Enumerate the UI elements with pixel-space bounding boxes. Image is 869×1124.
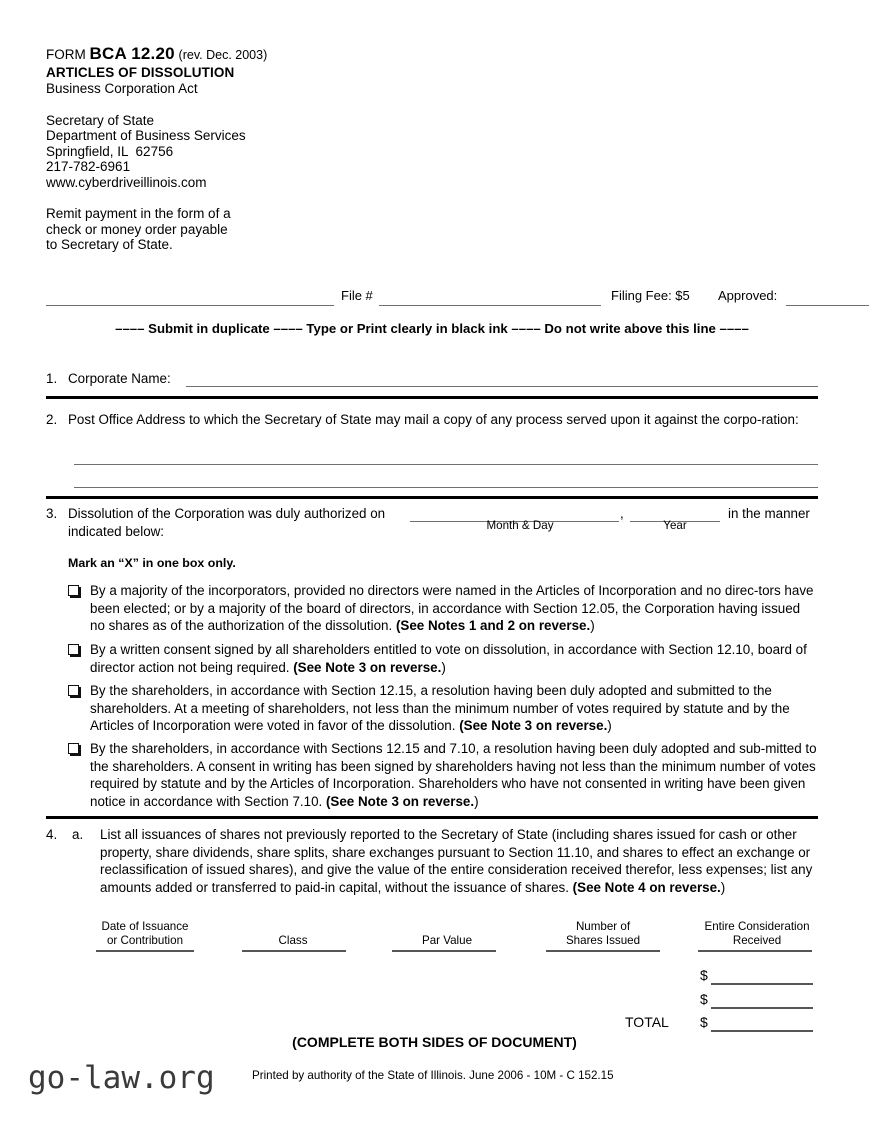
dissolution-option-1-text — [90, 582, 818, 635]
option-4-body: By the shareholders, in accordance with Sections 12.15 and 7.10, a resolution having been duly adopted and sub-mitted to the shareholders. A consent in writing has been signed by shareholders having not less than the minimum number of votes required by statute and by the Articles of Incorporation. Shareholders who have not consented in writing have been given notice in accordance with Section 7.10. — [90, 741, 817, 809]
remit-instructions — [46, 206, 466, 253]
agency-address — [46, 113, 466, 191]
column-header-shares-line-2: Shares Issued — [565, 933, 641, 947]
checkbox-icon[interactable] — [68, 585, 79, 596]
complete-both-sides-note: (COMPLETE BOTH SIDES OF DOCUMENT) — [292, 1034, 577, 1050]
dissolution-option-4-text — [90, 740, 818, 810]
option-2-note-tail: ) — [441, 659, 446, 675]
approved-label: Approved: — [718, 288, 778, 303]
approved-line[interactable] — [786, 305, 869, 306]
column-header-par-value — [388, 920, 506, 947]
consideration-row-2-symbol: $ — [700, 991, 708, 1007]
column-header-date-line-1: Date of Issuance — [101, 920, 189, 933]
item-4-note: (See Note 4 on reverse. — [572, 879, 721, 895]
consideration-row-2-line[interactable] — [711, 1007, 813, 1009]
dissolution-option-4[interactable] — [68, 740, 818, 810]
item-2-post-office-address — [46, 411, 818, 429]
column-header-date-of-issuance — [86, 920, 204, 947]
divider-after-item-2 — [46, 496, 818, 499]
form-identifier — [46, 46, 466, 64]
address-line-2[interactable] — [74, 487, 818, 488]
mark-x-instruction: Mark an “X” in one box only. — [68, 556, 236, 570]
option-1-note-tail: ) — [590, 618, 595, 634]
month-day-caption: Month & Day — [486, 519, 554, 532]
printed-authority-note: Printed by authority of the State of Illinois. June 2006 - 10M - C 152.15 — [252, 1069, 614, 1082]
dissolution-option-1[interactable] — [68, 582, 818, 635]
column-header-class-line-1 — [234, 920, 352, 934]
remit-line-2: check or money order payable — [46, 221, 228, 237]
column-header-class — [234, 920, 352, 947]
dissolution-option-3-text — [90, 682, 818, 735]
remit-line-1: Remit payment in the form of a — [46, 206, 231, 221]
shares-issued-input-line[interactable] — [546, 950, 660, 952]
item-2-number: 2. — [46, 412, 58, 427]
corporate-name-input-line[interactable] — [186, 386, 818, 387]
par-value-input-line[interactable] — [392, 950, 496, 952]
option-1-body: By a majority of the incorporators, provided no directors were named in the Articles of Incorporation and no direc-tors have been elected; or by a majority of the board of directors, in accordance with Section 12.05, the Corporation having issued no shares as of the authorization of the dissolution. — [90, 583, 814, 634]
divider-after-item-3 — [46, 816, 818, 819]
item-3-line-2: indicated below: — [68, 523, 165, 539]
watermark: go-law.org — [28, 1060, 215, 1096]
date-of-issuance-input-line[interactable] — [96, 950, 194, 952]
agency-line-3: Springfield, IL 62756 — [46, 143, 174, 159]
checkbox-icon[interactable] — [68, 743, 79, 754]
option-4-note: (See Note 3 on reverse. — [325, 793, 475, 809]
option-3-note: (See Note 3 on reverse. — [459, 718, 608, 734]
form-code: BCA 12.20 — [89, 44, 175, 63]
submit-instruction-banner: –––– Submit in duplicate –––– Type or Print clearly in black ink –––– Do not write above this line –––– — [115, 321, 749, 336]
total-input-line[interactable] — [711, 1030, 813, 1032]
option-3-body: By the shareholders, in accordance with Section 12.15, a resolution having been duly adopted and submitted to the shareholders. At a meeting of shareholders, not less than the minimum number of votes required by statute and by the Articles of Incorporation were voted in favor of the dissolution. — [90, 683, 790, 734]
agency-line-1: Secretary of State — [46, 112, 155, 128]
agency-phone: 217-782-6961 — [46, 159, 131, 174]
month-day-comma: , — [620, 506, 624, 521]
agency-website: www.cyberdriveillinois.com — [46, 174, 207, 190]
item-4-body: List all issuances of shares not previously reported to the Secretary of State (including shares issued for cash or other property, share dividends, share splits, share exchanges pursuant to Section 11.10, and shares to effect an exchange or reclassification of issued shares), and give the value of the entire consideration received therefor, less expenses; list any amounts added or transferred to paid-in capital, without the issuance of shares. — [100, 827, 813, 895]
item-4-share-issuances — [46, 826, 818, 896]
item-4-note-tail: ) — [720, 879, 726, 895]
consideration-row-1-symbol: $ — [700, 967, 708, 983]
year-caption: Year — [663, 519, 687, 532]
option-2-note: (See Note 3 on reverse. — [293, 659, 442, 675]
total-symbol: $ — [700, 1014, 708, 1030]
item-1-number: 1. — [46, 371, 58, 386]
item-1-label: Corporate Name: — [68, 371, 171, 386]
column-header-par-line-2: Par Value — [421, 933, 473, 947]
checkbox-icon[interactable] — [68, 644, 79, 655]
form-revision: (rev. Dec. 2003) — [178, 48, 268, 62]
column-header-consideration-line-1: Entire Consideration — [704, 920, 810, 933]
filing-row — [46, 288, 818, 308]
item-3-number: 3. — [46, 506, 58, 521]
checkbox-icon[interactable] — [68, 685, 79, 696]
item-4-sub-letter: a. — [72, 827, 84, 842]
page-title: ARTICLES OF DISSOLUTION — [46, 64, 235, 80]
consideration-row-1-line[interactable] — [711, 983, 813, 985]
column-header-shares-issued — [544, 920, 662, 947]
form-header — [46, 46, 466, 253]
option-4-note-tail: ) — [474, 793, 479, 809]
item-3-text-before: Dissolution of the Corporation was duly authorized on — [68, 506, 386, 521]
column-header-class-line-2: Class — [278, 933, 308, 947]
dissolution-option-2[interactable] — [68, 641, 818, 676]
column-header-date-line-2: or Contribution — [106, 933, 184, 947]
item-4-text — [100, 826, 818, 896]
total-label: TOTAL — [625, 1014, 669, 1030]
filing-fee-label: Filing Fee: $5 — [611, 288, 690, 303]
class-input-line[interactable] — [242, 950, 346, 952]
column-header-consideration — [692, 920, 822, 947]
option-3-note-tail: ) — [607, 718, 612, 734]
office-use-line[interactable] — [46, 305, 334, 306]
document-act: Business Corporation Act — [46, 81, 198, 96]
dissolution-option-2-text — [90, 641, 818, 676]
column-header-shares-line-1: Number of — [575, 920, 631, 933]
column-header-consideration-line-2: Received — [732, 933, 782, 947]
consideration-header-line — [698, 950, 812, 952]
dissolution-option-3[interactable] — [68, 682, 818, 735]
agency-line-2: Department of Business Services — [46, 128, 246, 143]
remit-line-3: to Secretary of State. — [46, 237, 173, 252]
file-number-label: File # — [341, 288, 373, 303]
column-header-par-line-1 — [388, 920, 506, 934]
item-4-number: 4. — [46, 827, 58, 842]
file-number-line[interactable] — [379, 305, 601, 306]
item-3-text-after: in the manner — [728, 506, 810, 521]
item-1-corporate-name — [46, 370, 818, 388]
option-2-body: By a written consent signed by all shareholders entitled to vote on dissolution, in accordance with Section 12.10, board of director action not being required. — [90, 642, 807, 675]
address-line-1[interactable] — [74, 464, 818, 465]
form-label: FORM — [46, 47, 86, 62]
divider-after-item-1 — [46, 396, 818, 399]
option-1-note: (See Notes 1 and 2 on reverse. — [395, 618, 591, 634]
item-2-text: Post Office Address to which the Secretary of State may mail a copy of any process served upon it against the corpo-ration: — [68, 412, 799, 427]
